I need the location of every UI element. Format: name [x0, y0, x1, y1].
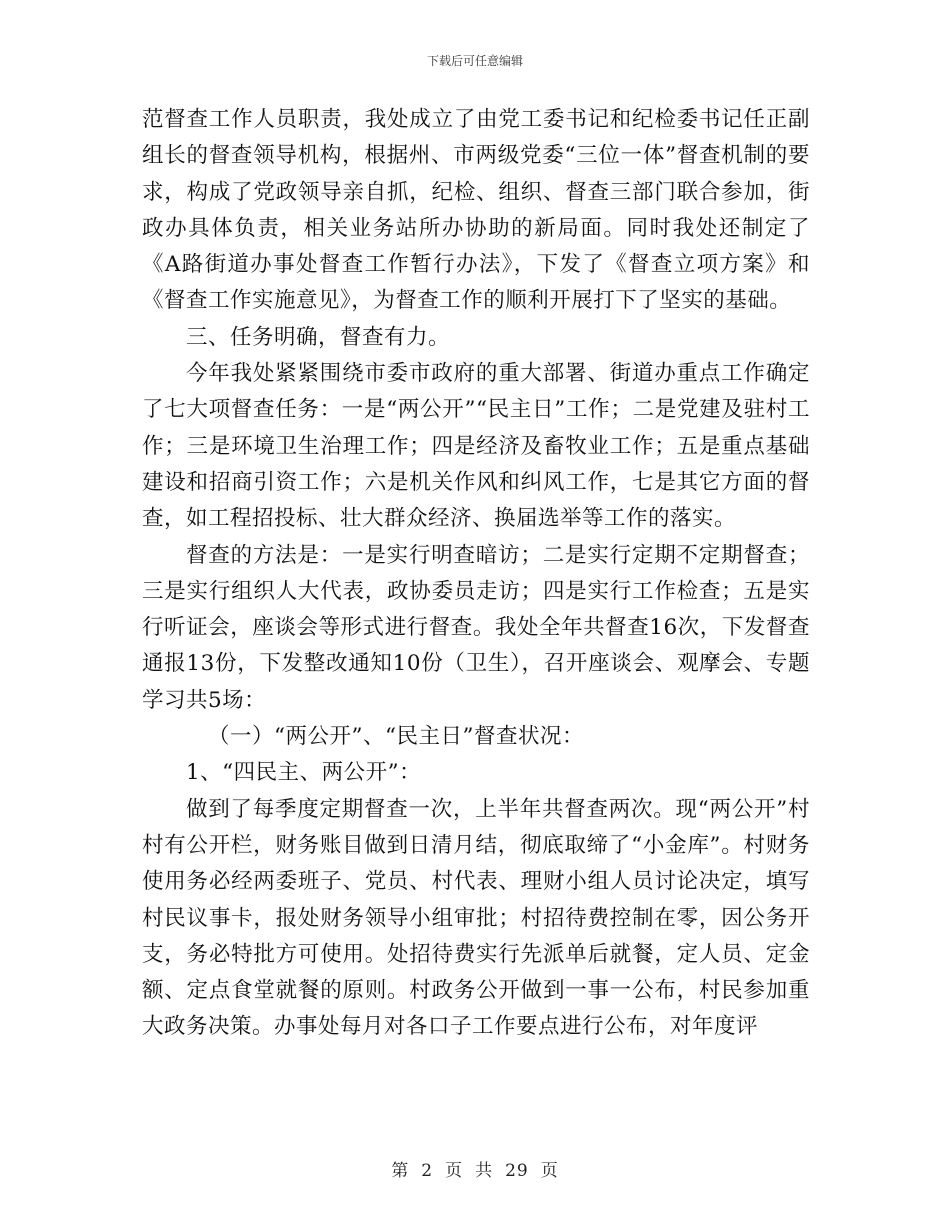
subsection-heading-1: （一）“两公开”、“民主日”督查状况：	[208, 724, 584, 750]
footer-label-page-unit: 页	[445, 1161, 464, 1181]
paragraph-7: 做到了每季度定期督查一次，上半年共督查两次。现“两公开”村村有公开栏，财务账目做到日清月结，彻底取缔了“小金库”。村财务使用务必经两委班子、党员、村代表、理财小组人员讨论决定，填写村民议事卡，报处财务领导小组审批；村招待费控制在零，因公务开支，务必特批方可使用。处招待费实行先派单后就餐，定人员、定金额、定点食堂就餐的原则。村政务公开做到一事一公布，村民参加重大政务决策。办事处每月对各口子工作要点进行公布，对年度评	[142, 796, 810, 1040]
section-heading-3: 三、任务明确，督查有力。	[186, 324, 451, 350]
footer-label-total: 共	[475, 1161, 494, 1181]
footer-total-pages: 29	[505, 1161, 529, 1181]
footer-label-total-unit: 页	[540, 1161, 559, 1181]
footer-label-page: 第	[391, 1161, 410, 1181]
footer-current-page: 2	[421, 1161, 434, 1181]
page-header-note: 下载后可任意编辑	[426, 54, 523, 68]
item-heading-1: 1、“四民主、两公开”：	[186, 760, 422, 786]
paragraph-1: 范督查工作人员职责，我处成立了由党工委书记和纪检委书记任正副组长的督查领导机构，根据州、市两级党委“三位一体”督查机制的要求，构成了党政领导亲自抓，纪检、组织、督查三部门联合参加，街政办具体负责，相关业务站所办协助的新局面。同时我处还制定了《A路街道办事处督查工作暂行办法》，下发了《督查立项方案》和《督查工作实施意见》，为督查工作的顺利开展打下了坚实的基础。	[142, 107, 810, 314]
paragraph-3: 今年我处紧紧围绕市委市政府的重大部署、街道办重点工作确定了七大项督查任务：一是“两公开”“民主日”工作；二是党建及驻村工作；三是环境卫生治理工作；四是经济及畜牧业工作；五是重点基础建设和招商引资工作；六是机关作风和纠风工作，七是其它方面的督查，如工程招投标、壮大群众经济、换届选举等工作的落实。	[142, 361, 810, 532]
page-footer	[0, 1156, 950, 1181]
document-body	[142, 102, 810, 1046]
paragraph-4: 督查的方法是：一是实行明查暗访；二是实行定期不定期督查；三是实行组织人大代表，政协委员走访；四是实行工作检查；五是实行听证会，座谈会等形式进行督查。我处全年共督查16次，下发督查通报13份，下发整改通知10份（卫生），召开座谈会、观摩会、专题学习共5场：	[142, 542, 810, 713]
